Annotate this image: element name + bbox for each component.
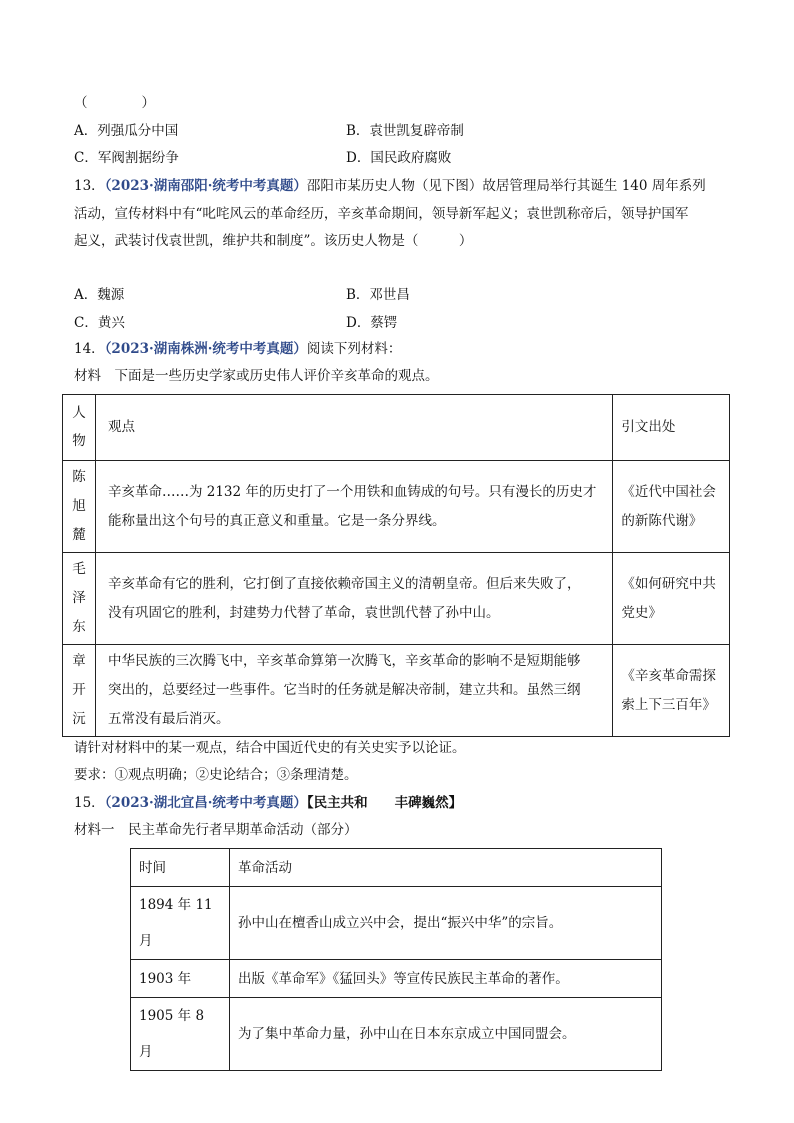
view-line: 突出的，总要经过一些事件。它当时的任务就是解决帝制，建立共和。虽然三纲 (107, 682, 581, 698)
question-source: （2023·湖南株洲·统考中考真题） (104, 341, 307, 357)
option-letter: B． (346, 287, 370, 303)
q13-stem-line-1 (74, 176, 706, 196)
view-line: 辛亥革命……为 2132 年的历史打了一个用铁和血铸成的句号。只有漫长的历史才 (107, 483, 597, 500)
q12-option-d[interactable] (346, 148, 451, 168)
person-cell (63, 553, 96, 645)
q12-answer-paren: （ ） (74, 95, 155, 111)
option-text: 军阀割据纷争 (97, 150, 179, 166)
option-letter: D． (346, 150, 371, 166)
source-line: 索上下三百年》 (621, 696, 716, 713)
option-text: 邓世昌 (369, 287, 410, 303)
time-cell: 1903 年 (131, 960, 230, 998)
source-line: 党史》 (621, 604, 662, 621)
option-text: 黄兴 (97, 315, 125, 331)
person-char: 章 (72, 653, 86, 669)
question-number: 14． (74, 341, 105, 357)
question-title: 【民主共和 丰碑巍然】 (306, 795, 463, 811)
q14-opinion-table (62, 394, 730, 737)
table-header-row (63, 395, 730, 461)
activity-cell: 孙中山在檀香山成立兴中会，提出“振兴中华”的宗旨。 (230, 887, 662, 960)
header-source: 引文出处 (613, 395, 730, 461)
option-text: 魏源 (97, 287, 125, 303)
stem-text: 阅读下列材料： (306, 341, 402, 357)
option-letter: A． (74, 287, 98, 303)
q15-activity-table (130, 848, 662, 1071)
source-line: 《辛亥革命需探 (621, 667, 716, 684)
person-char: 陈 (72, 469, 86, 485)
table-row (63, 645, 730, 737)
person-char: 沅 (72, 711, 86, 727)
q13-option-a[interactable] (74, 285, 124, 305)
view-line: 五常没有最后消灭。 (107, 711, 230, 727)
stem-text: 邵阳市某历史人物（见下图）故居管理局举行其诞生 140 周年系列 (306, 178, 706, 194)
person-cell (63, 645, 96, 737)
option-letter: B． (346, 123, 370, 139)
source-cell (613, 645, 730, 737)
q14-task: 请针对材料中的某一观点，结合中国近代史的有关史实予以论证。 (74, 740, 466, 756)
header-activity: 革命活动 (230, 849, 662, 887)
person-char: 泽 (72, 590, 86, 606)
table-row (131, 998, 662, 1071)
q12-option-c[interactable] (74, 148, 179, 168)
view-line: 没有巩固它的胜利，封建势力代替了革命，袁世凯代替了孙中山。 (107, 604, 500, 621)
table-row (131, 887, 662, 960)
q15-material-caption: 材料一 民主革命先行者早期革命活动（部分） (74, 822, 358, 838)
table-row (63, 553, 730, 645)
view-cell (95, 645, 612, 737)
table-header-row (131, 849, 662, 887)
view-line: 能称量出这个句号的真正意义和重量。它是一条分界线。 (107, 512, 446, 529)
person-char: 麓 (72, 527, 86, 543)
person-char: 开 (72, 682, 86, 698)
view-cell (95, 461, 612, 553)
q13-option-c[interactable] (74, 313, 125, 333)
person-char: 东 (72, 619, 86, 635)
source-line: 的新陈代谢》 (621, 512, 703, 529)
table-row (63, 461, 730, 553)
header-time: 时间 (131, 849, 230, 887)
q14-requirement: 要求：①观点明确；②史论结合；③条理清楚。 (74, 767, 358, 783)
view-line: 辛亥革命有它的胜利，它打倒了直接依赖帝国主义的清朝皇帝。但后来失败了， (107, 575, 581, 592)
view-line: 中华民族的三次腾飞中，辛亥革命算第一次腾飞，辛亥革命的影响不是短期能够 (107, 653, 581, 669)
question-source: （2023·湖北宜昌·统考中考真题） (104, 795, 307, 811)
header-view: 观点 (95, 395, 612, 461)
q12-option-a[interactable] (74, 121, 178, 141)
person-char: 旭 (72, 498, 86, 514)
time-cell: 1905 年 8 月 (131, 998, 230, 1071)
q14-stem-line-1 (74, 339, 401, 359)
header-person-label: 人物 (72, 405, 86, 449)
person-char: 毛 (72, 561, 86, 577)
activity-cell: 出版《革命军》《猛回头》等宣传民族民主革命的著作。 (230, 960, 662, 998)
option-text: 袁世凯复辟帝制 (369, 123, 464, 139)
q13-option-b[interactable] (346, 285, 410, 305)
table-row (131, 960, 662, 998)
option-letter: C． (74, 150, 98, 166)
option-text: 国民政府腐败 (370, 150, 452, 166)
q13-option-d[interactable] (346, 313, 397, 333)
q14-material-caption: 材料 下面是一些历史学家或历史伟人评价辛亥革命的观点。 (74, 368, 439, 384)
question-number: 13． (74, 178, 105, 194)
activity-cell: 为了集中革命力量，孙中山在日本东京成立中国同盟会。 (230, 998, 662, 1071)
q13-stem-line-3: 起义，武装讨伐袁世凯，维护共和制度”。该历史人物是（ ） (74, 233, 473, 249)
q13-stem-line-2: 活动，宣传材料中有“叱咤风云的革命经历，辛亥革命期间，领导新军起义；袁世凯称帝后，领导护国军 (74, 206, 689, 222)
option-text: 蔡锷 (370, 315, 398, 331)
option-letter: C． (74, 315, 98, 331)
view-cell (95, 553, 612, 645)
source-cell (613, 461, 730, 553)
header-person (63, 395, 96, 461)
source-line: 《如何研究中共 (621, 575, 716, 592)
time-cell: 1894 年 11 月 (131, 887, 230, 960)
option-text: 列强瓜分中国 (97, 123, 179, 139)
source-line: 《近代中国社会 (621, 483, 716, 500)
option-letter: A． (74, 123, 98, 139)
question-source: （2023·湖南邵阳·统考中考真题） (104, 178, 307, 194)
question-number: 15． (74, 795, 105, 811)
person-cell (63, 461, 96, 553)
q12-option-b[interactable] (346, 121, 464, 141)
q15-stem-line-1 (74, 793, 462, 813)
option-letter: D． (346, 315, 371, 331)
source-cell (613, 553, 730, 645)
